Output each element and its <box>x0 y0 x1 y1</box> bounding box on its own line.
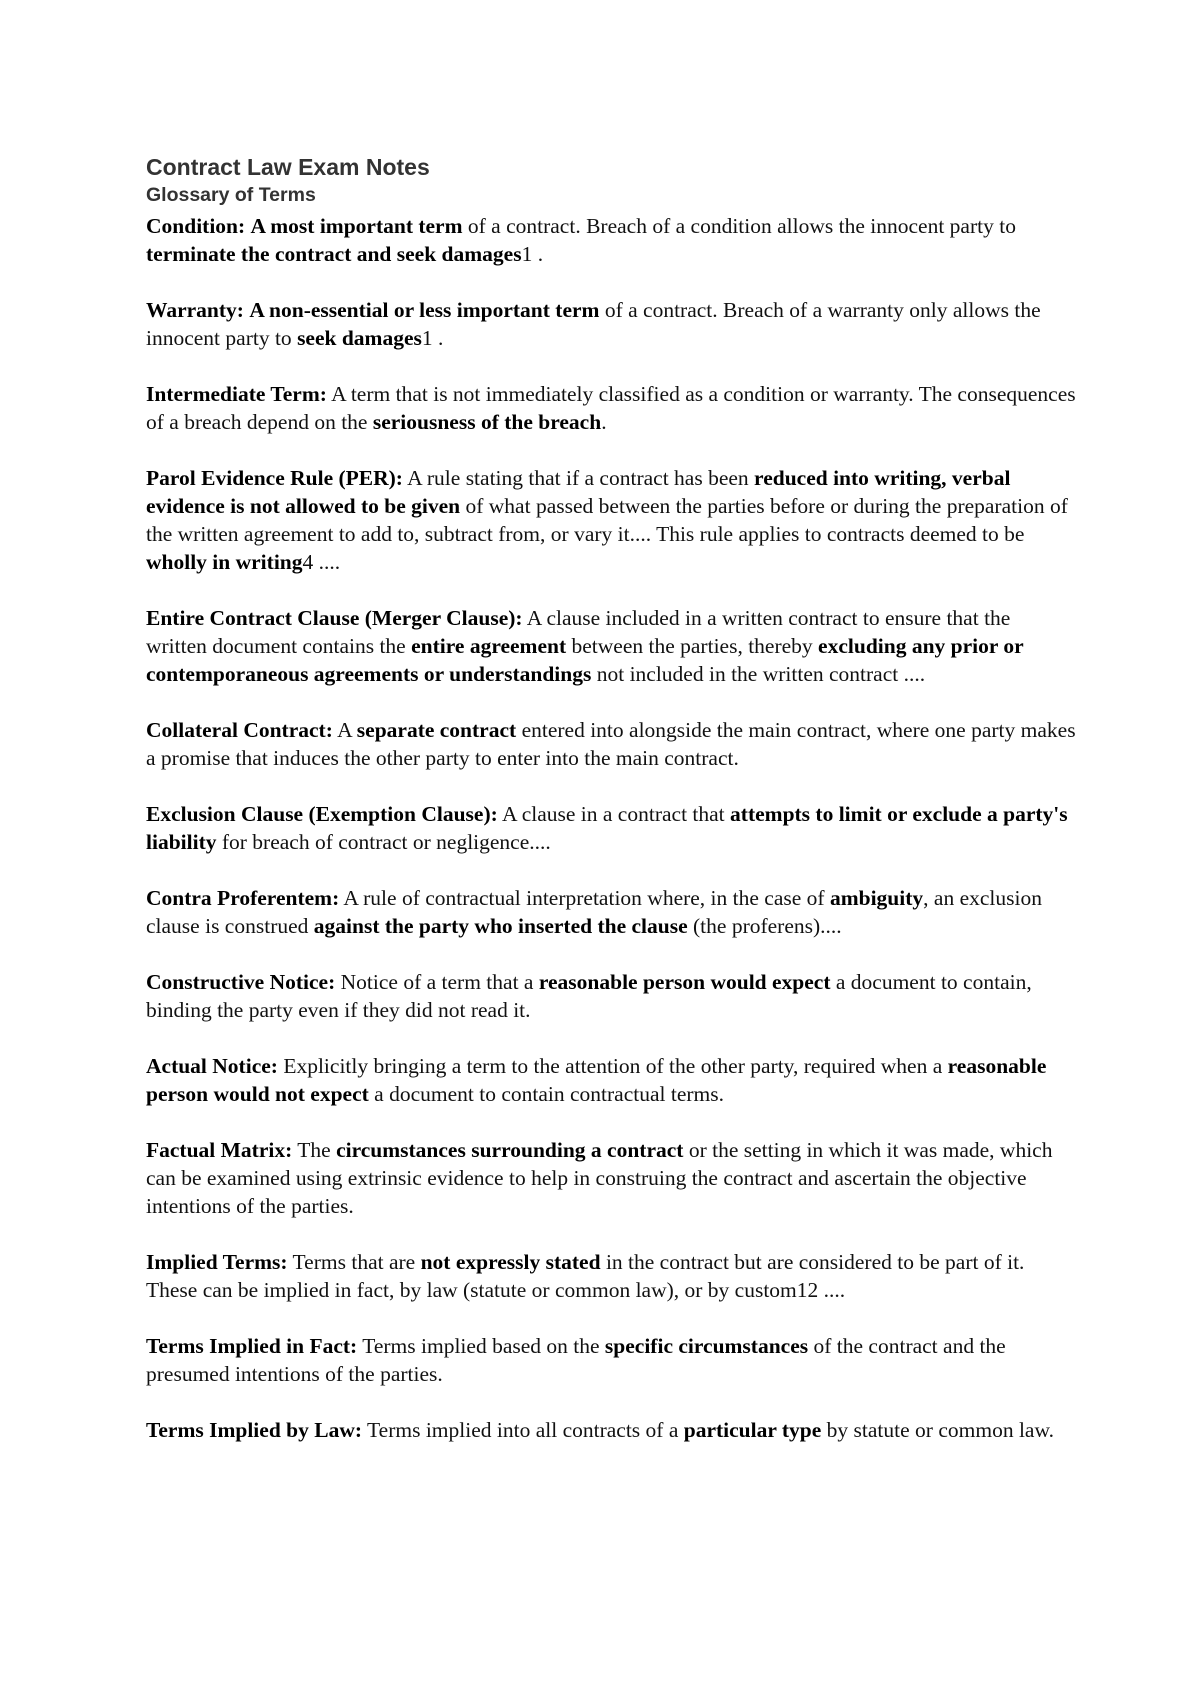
glossary-term: Contra Proferentem: <box>146 886 340 910</box>
glossary-term: Implied Terms: <box>146 1250 288 1274</box>
emphasis-text: specific circumstances <box>604 1334 809 1358</box>
definition-text: A <box>332 718 357 742</box>
glossary-entry <box>146 1416 1076 1444</box>
emphasis-text: separate contract <box>356 718 517 742</box>
definition-text: A term that is not immediately classified as a condition or warranty. The consequences of a breach depend on the <box>146 382 1076 434</box>
emphasis-text: reduced into writing, verbal evidence is not allowed to be given <box>146 466 1011 518</box>
definition-text: a document to contain, binding the party even if they did not read it. <box>146 970 1032 1022</box>
definition-text: 1 . <box>421 326 444 350</box>
emphasis-text: excluding any prior or contemporaneous agreements or understandings <box>146 634 1024 686</box>
glossary-entry <box>146 604 1076 688</box>
definition-text: or the setting in which it was made, which can be examined using extrinsic evidence to help in construing the contract and ascertain the objective intentions of the parties. <box>146 1138 1053 1218</box>
glossary-term: Factual Matrix: <box>146 1138 293 1162</box>
emphasis-text: against the party who inserted the clause <box>313 914 688 938</box>
definition-text: of the contract and the presumed intentions of the parties. <box>146 1334 1006 1386</box>
definition-text: 4 .... <box>302 550 341 574</box>
definition-text: Terms implied into all contracts of a <box>362 1418 684 1442</box>
definition-text: entered into alongside the main contract, where one party makes a promise that induces the other party to enter into the main contract. <box>146 718 1076 770</box>
definition-text: Notice of a term that a <box>335 970 539 994</box>
emphasis-text: particular type <box>683 1418 822 1442</box>
emphasis-text: A non-essential or less important term <box>249 298 600 322</box>
glossary-entry <box>146 380 1076 436</box>
definition-text: The <box>292 1138 337 1162</box>
definition-text: of a contract. Breach of a condition allows the innocent party to <box>462 214 1016 238</box>
document-page <box>146 152 1076 1472</box>
emphasis-text: seek damages <box>297 326 422 350</box>
definition-text: a document to contain contractual terms. <box>368 1082 725 1106</box>
definition-text: . <box>601 410 607 434</box>
emphasis-text: ambiguity <box>829 886 924 910</box>
emphasis-text: reasonable person would expect <box>538 970 831 994</box>
emphasis-text: entire agreement <box>411 634 567 658</box>
glossary-entry <box>146 716 1076 772</box>
glossary-term: Collateral Contract: <box>146 718 333 742</box>
definition-text: Explicitly bringing a term to the attention of the other party, required when a <box>277 1054 948 1078</box>
glossary-entry <box>146 884 1076 940</box>
glossary-term: Intermediate Term: <box>146 382 327 406</box>
emphasis-text: seriousness of the breach <box>372 410 602 434</box>
definition-text: in the contract but are considered to be part of it. These can be implied in fact, by law (statute or common law), or by custom12 .... <box>146 1250 1025 1302</box>
glossary-term: Condition: <box>146 214 246 238</box>
glossary-entry <box>146 1248 1076 1304</box>
glossary-heading: Glossary of Terms <box>146 184 316 206</box>
definition-text: A clause in a contract that <box>497 802 731 826</box>
definition-text: of what passed between the parties before or during the preparation of the written agreement to add to, subtract from, or vary it.... This rule applies to contracts deemed to be <box>146 494 1068 546</box>
glossary-entry <box>146 464 1076 576</box>
glossary-term: Exclusion Clause (Exemption Clause): <box>146 802 498 826</box>
definition-text: , an exclusion clause is construed <box>146 886 1042 938</box>
definition-text: (the proferens).... <box>687 914 842 938</box>
glossary-term: Entire Contract Clause (Merger Clause): <box>146 606 523 630</box>
glossary-entry <box>146 212 1076 268</box>
glossary-term: Terms Implied by Law: <box>146 1418 363 1442</box>
glossary-entry <box>146 1052 1076 1108</box>
glossary-term: Terms Implied in Fact: <box>146 1334 358 1358</box>
definition-text: not included in the written contract .... <box>591 662 926 686</box>
definition-text: 1 . <box>521 242 544 266</box>
emphasis-text: wholly in writing <box>146 550 303 574</box>
emphasis-text: attempts to limit or exclude a party's liability <box>146 802 1068 854</box>
glossary-entry <box>146 1136 1076 1220</box>
emphasis-text: terminate the contract and seek damages <box>146 242 522 266</box>
definition-text: by statute or common law. <box>821 1418 1054 1442</box>
glossary-term: Constructive Notice: <box>146 970 336 994</box>
emphasis-text: reasonable person would not expect <box>146 1054 1047 1106</box>
definition-text: A rule stating that if a contract has been <box>402 466 755 490</box>
definition-text: A clause included in a written contract to ensure that the written document contains the <box>146 606 1011 658</box>
glossary-term: Parol Evidence Rule (PER): <box>146 466 403 490</box>
emphasis-text: A most important term <box>250 214 463 238</box>
glossary-entry <box>146 800 1076 856</box>
glossary-entry <box>146 1332 1076 1388</box>
document-title: Contract Law Exam Notes <box>146 154 430 180</box>
definition-text: A rule of contractual interpretation where, in the case of <box>339 886 830 910</box>
glossary-term: Actual Notice: <box>146 1054 278 1078</box>
definition-text: Terms that are <box>287 1250 421 1274</box>
glossary-term: Warranty: <box>146 298 244 322</box>
definition-text: for breach of contract or negligence.... <box>216 830 551 854</box>
glossary-entry <box>146 968 1076 1024</box>
definition-text: Terms implied based on the <box>357 1334 605 1358</box>
definition-text: of a contract. Breach of a warranty only allows the innocent party to <box>146 298 1041 350</box>
glossary-entry <box>146 296 1076 352</box>
emphasis-text: not expressly stated <box>420 1250 601 1274</box>
definition-text: between the parties, thereby <box>566 634 819 658</box>
glossary-list <box>146 212 1076 1444</box>
emphasis-text: circumstances surrounding a contract <box>336 1138 684 1162</box>
